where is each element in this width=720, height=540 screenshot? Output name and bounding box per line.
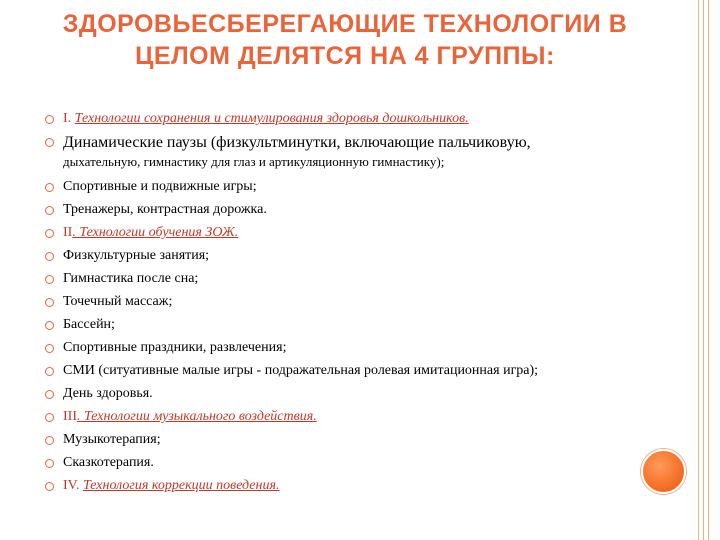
bullet-list: [45, 110, 645, 500]
list-item: [45, 339, 645, 356]
bullet-icon: [45, 275, 54, 284]
list-item: [45, 201, 645, 218]
list-item-text: Точечный массаж;: [63, 294, 173, 309]
bullet-icon: [45, 115, 54, 124]
list-item-heading: [45, 408, 645, 425]
decorative-circle: [641, 449, 686, 494]
list-item-text: Музыкотерапия;: [63, 432, 161, 447]
list-item-text: Физкультурные занятия;: [63, 248, 210, 263]
list-item-text: Динамические паузы (физкультминутки, включающие пальчиковую,: [63, 134, 531, 151]
list-item: [45, 133, 645, 171]
group-number: III: [63, 409, 77, 424]
group-number: II: [63, 225, 73, 240]
list-item-text: Гимнастика после сна;: [63, 271, 199, 286]
list-item: [45, 316, 645, 333]
group-number: I.: [63, 111, 75, 126]
group-link[interactable]: Технологии сохранения и стимулирования здоровья дошкольников.: [74, 111, 469, 126]
group-number: IV.: [63, 478, 83, 493]
list-item-heading: [45, 224, 645, 241]
group-link[interactable]: Технология коррекции поведения.: [82, 478, 280, 493]
list-item-text: дыхательную, гимнастику для глаз и артикуляционную гимнастику);: [63, 154, 445, 169]
bullet-icon: [45, 138, 54, 147]
list-item-text: Бассейн;: [63, 317, 115, 332]
bullet-icon: [45, 252, 54, 261]
list-item: [45, 431, 645, 448]
bullet-icon: [45, 229, 54, 238]
list-item: [45, 270, 645, 287]
list-item-text: День здоровья.: [63, 386, 153, 401]
group-link[interactable]: . Технологии музыкального воздействия.: [77, 409, 317, 424]
list-item-text: СМИ (ситуативные малые игры - подражательная ролевая имитационная игра);: [63, 363, 539, 378]
list-item: [45, 293, 645, 310]
list-item: [45, 178, 645, 195]
list-item: [45, 385, 645, 402]
list-item-text: Тренажеры, контрастная дорожка.: [63, 202, 267, 217]
list-item: [45, 454, 645, 471]
bullet-icon: [45, 436, 54, 445]
bullet-icon: [45, 390, 54, 399]
bullet-icon: [45, 206, 54, 215]
list-item-text: Спортивные и подвижные игры;: [63, 179, 257, 194]
group-link[interactable]: . Технологии обучения ЗОЖ.: [72, 225, 239, 240]
bullet-icon: [45, 413, 54, 422]
slide-title: ЗДОРОВЬЕСБЕРЕГАЮЩИЕ ТЕХНОЛОГИИ В ЦЕЛОМ ДЕЛЯТСЯ НА 4 ГРУППЫ:: [62, 10, 628, 70]
list-item: [45, 362, 645, 379]
decorative-border: [690, 0, 720, 540]
bullet-icon: [45, 183, 54, 192]
list-item-text: Спортивные праздники, развлечения;: [63, 340, 287, 355]
list-item: [45, 247, 645, 264]
list-item-text: Сказкотерапия.: [63, 455, 154, 470]
list-item-heading: [45, 477, 645, 494]
bullet-icon: [45, 321, 54, 330]
bullet-icon: [45, 459, 54, 468]
bullet-icon: [45, 482, 54, 491]
bullet-icon: [45, 367, 54, 376]
bullet-icon: [45, 344, 54, 353]
bullet-icon: [45, 298, 54, 307]
list-item-heading: [45, 110, 645, 127]
